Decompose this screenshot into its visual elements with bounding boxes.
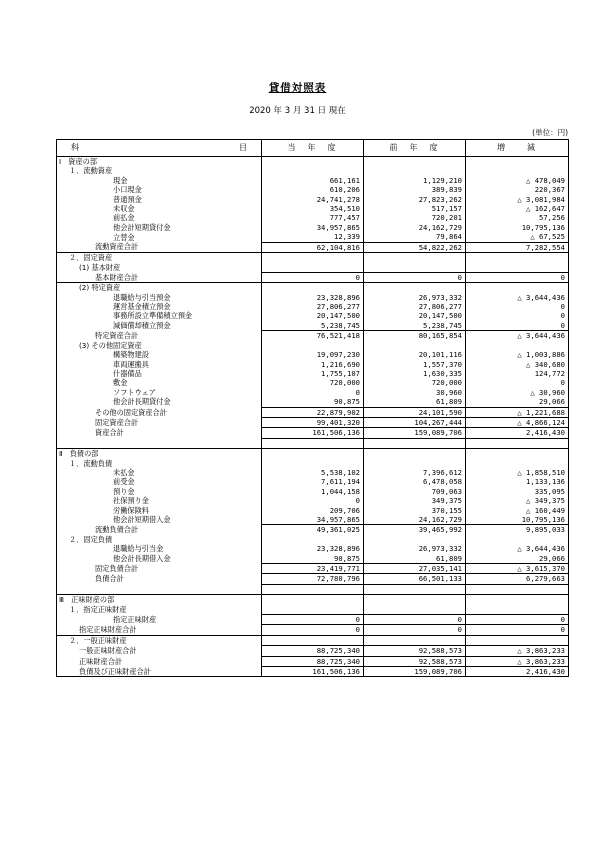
previous-year-value xyxy=(364,166,466,175)
change-value xyxy=(466,635,569,645)
current-year-value: 88,725,340 xyxy=(262,656,364,666)
current-year-value: 0 xyxy=(262,625,364,635)
balance-sheet-body xyxy=(57,157,569,677)
previous-year-value xyxy=(364,449,466,459)
change-value xyxy=(466,283,569,293)
table-row xyxy=(57,595,569,605)
table-row xyxy=(57,605,569,615)
change-value xyxy=(466,341,569,350)
change-value xyxy=(466,262,569,272)
table-row xyxy=(57,388,569,397)
row-label: 指定正味財産合計 xyxy=(57,625,262,635)
change-value: △ 3,615,370 xyxy=(466,564,569,574)
table-row xyxy=(57,157,569,167)
table-row xyxy=(57,321,569,331)
table-row xyxy=(57,615,569,625)
row-label: 減価償却積立預金 xyxy=(57,321,262,331)
table-row xyxy=(57,564,569,574)
table-row xyxy=(57,656,569,666)
row-label: その他の固定資産合計 xyxy=(57,407,262,417)
change-value: △ 67,525 xyxy=(466,232,569,242)
row-label: 負債及び正味財産合計 xyxy=(57,667,262,677)
table-row xyxy=(57,506,569,515)
change-value: 1,133,136 xyxy=(466,477,569,486)
previous-year-value: 27,035,141 xyxy=(364,564,466,574)
table-row xyxy=(57,477,569,486)
change-value: 124,772 xyxy=(466,369,569,378)
previous-year-value xyxy=(364,584,466,594)
current-year-value: 5,538,102 xyxy=(262,468,364,477)
previous-year-value: 66,501,133 xyxy=(364,574,466,584)
row-label: ２．一般正味財産 xyxy=(57,635,262,645)
change-value: 220,367 xyxy=(466,185,569,194)
current-year-value xyxy=(262,157,364,167)
previous-year-value: 5,238,745 xyxy=(364,321,466,331)
table-row xyxy=(57,272,569,282)
change-value: 10,795,136 xyxy=(466,223,569,232)
current-year-value: 0 xyxy=(262,272,364,282)
table-row xyxy=(57,487,569,496)
current-year-value: 90,875 xyxy=(262,554,364,564)
row-label: Ⅲ 正味財産の部 xyxy=(57,595,262,605)
row-label: 指定正味財産 xyxy=(57,615,262,625)
change-value: △ 3,644,436 xyxy=(466,544,569,553)
previous-year-value: 80,165,854 xyxy=(364,331,466,341)
header-subject xyxy=(57,140,262,157)
previous-year-value: 24,162,729 xyxy=(364,223,466,232)
current-year-value: 1,755,107 xyxy=(262,369,364,378)
previous-year-value: 0 xyxy=(364,615,466,625)
previous-year-value: 26,973,332 xyxy=(364,293,466,302)
row-label: 一般正味財産合計 xyxy=(57,646,262,656)
table-row xyxy=(57,262,569,272)
table-row xyxy=(57,204,569,213)
table-row xyxy=(57,397,569,407)
unit-label: (単位：円) xyxy=(532,128,568,137)
table-row xyxy=(57,667,569,677)
row-label: 他会計短期借入金 xyxy=(57,515,262,525)
previous-year-value xyxy=(364,283,466,293)
current-year-value: 161,506,136 xyxy=(262,667,364,677)
change-value: △ 1,858,510 xyxy=(466,468,569,477)
header-current-year: 当 年 度 xyxy=(262,140,364,157)
previous-year-value: 1,129,210 xyxy=(364,176,466,185)
previous-year-value: 24,162,729 xyxy=(364,515,466,525)
previous-year-value: 0 xyxy=(364,625,466,635)
current-year-value xyxy=(262,584,364,594)
row-label: ソフトウェア xyxy=(57,388,262,397)
change-value: △ 340,680 xyxy=(466,360,569,369)
table-row xyxy=(57,302,569,311)
document-title: 貸借対照表 xyxy=(268,82,327,94)
row-label: 流動資産合計 xyxy=(57,242,262,252)
current-year-value: 62,104,816 xyxy=(262,242,364,252)
change-value xyxy=(466,535,569,544)
current-year-value: 23,419,771 xyxy=(262,564,364,574)
current-year-value: 20,147,500 xyxy=(262,311,364,320)
row-label: 運営基金積立預金 xyxy=(57,302,262,311)
table-row xyxy=(57,350,569,359)
previous-year-value: 61,809 xyxy=(364,397,466,407)
row-label: 他会計長期貸付金 xyxy=(57,397,262,407)
current-year-value xyxy=(262,449,364,459)
header-subject-b: 目 xyxy=(239,143,247,153)
change-value: 29,066 xyxy=(466,397,569,407)
table-row xyxy=(57,417,569,427)
change-value: 0 xyxy=(466,625,569,635)
current-year-value xyxy=(262,438,364,448)
change-value: △ 3,863,233 xyxy=(466,646,569,656)
balance-sheet-table xyxy=(56,139,569,677)
table-row xyxy=(57,253,569,263)
current-year-value xyxy=(262,262,364,272)
current-year-value: 27,806,277 xyxy=(262,302,364,311)
previous-year-value: 517,157 xyxy=(364,204,466,213)
previous-year-value: 92,588,573 xyxy=(364,656,466,666)
table-row xyxy=(57,185,569,194)
table-row xyxy=(57,213,569,222)
row-label: Ⅱ 負債の部 xyxy=(57,449,262,459)
current-year-value: 354,510 xyxy=(262,204,364,213)
change-value: △ 3,644,436 xyxy=(466,293,569,302)
current-year-value: 777,457 xyxy=(262,213,364,222)
current-year-value: 99,401,320 xyxy=(262,417,364,427)
row-label: (1) 基本財産 xyxy=(57,262,262,272)
row-label: 小口現金 xyxy=(57,185,262,194)
table-row xyxy=(57,369,569,378)
current-year-value: 49,361,025 xyxy=(262,525,364,535)
previous-year-value: 1,630,335 xyxy=(364,369,466,378)
row-label: ２．固定資産 xyxy=(57,253,262,263)
table-row xyxy=(57,311,569,320)
row-label: 前払金 xyxy=(57,213,262,222)
change-value: 335,095 xyxy=(466,487,569,496)
row-label: １．流動資産 xyxy=(57,166,262,175)
row-label: 預り金 xyxy=(57,487,262,496)
previous-year-value: 0 xyxy=(364,272,466,282)
row-label: 負債合計 xyxy=(57,574,262,584)
previous-year-value: 720,000 xyxy=(364,378,466,387)
current-year-value: 22,879,902 xyxy=(262,407,364,417)
table-row xyxy=(57,496,569,505)
table-row xyxy=(57,176,569,185)
previous-year-value xyxy=(364,341,466,350)
change-value xyxy=(466,584,569,594)
change-value: 0 xyxy=(466,272,569,282)
current-year-value xyxy=(262,253,364,263)
row-label: １．指定正味財産 xyxy=(57,605,262,615)
current-year-value: 23,328,896 xyxy=(262,293,364,302)
header-previous-year: 前 年 度 xyxy=(364,140,466,157)
table-row xyxy=(57,166,569,175)
header-change: 増 減 xyxy=(466,140,569,157)
previous-year-value: 6,478,058 xyxy=(364,477,466,486)
change-value xyxy=(466,459,569,468)
current-year-value xyxy=(262,283,364,293)
previous-year-value: 79,864 xyxy=(364,232,466,242)
row-label: 社保預り金 xyxy=(57,496,262,505)
current-year-value: 88,725,340 xyxy=(262,646,364,656)
previous-year-value: 349,375 xyxy=(364,496,466,505)
table-row xyxy=(57,223,569,232)
table-row xyxy=(57,438,569,448)
table-row xyxy=(57,574,569,584)
row-label: 退職給与引当預金 xyxy=(57,293,262,302)
current-year-value: 610,206 xyxy=(262,185,364,194)
table-row xyxy=(57,428,569,438)
table-row xyxy=(57,535,569,544)
row-label: 敷金 xyxy=(57,378,262,387)
table-row xyxy=(57,407,569,417)
change-value xyxy=(466,595,569,605)
current-year-value: 24,741,278 xyxy=(262,195,364,204)
row-label: 前受金 xyxy=(57,477,262,486)
change-value xyxy=(466,605,569,615)
table-header-row xyxy=(57,140,569,157)
current-year-value: 72,780,796 xyxy=(262,574,364,584)
current-year-value xyxy=(262,595,364,605)
table-row xyxy=(57,449,569,459)
change-value: 0 xyxy=(466,311,569,320)
current-year-value: 0 xyxy=(262,496,364,505)
change-value: △ 3,644,436 xyxy=(466,331,569,341)
previous-year-value xyxy=(364,595,466,605)
table-row xyxy=(57,341,569,350)
row-label: 立替金 xyxy=(57,232,262,242)
previous-year-value: 7,396,612 xyxy=(364,468,466,477)
current-year-value xyxy=(262,166,364,175)
change-value: △ 162,647 xyxy=(466,204,569,213)
change-value: △ 30,960 xyxy=(466,388,569,397)
row-label: 正味財産合計 xyxy=(57,656,262,666)
previous-year-value xyxy=(364,605,466,615)
table-row xyxy=(57,360,569,369)
table-row xyxy=(57,378,569,387)
change-value: 2,416,430 xyxy=(466,667,569,677)
current-year-value: 1,216,690 xyxy=(262,360,364,369)
row-label: 車両運搬具 xyxy=(57,360,262,369)
current-year-value xyxy=(262,341,364,350)
table-row xyxy=(57,293,569,302)
change-value: △ 3,081,984 xyxy=(466,195,569,204)
current-year-value: 34,957,865 xyxy=(262,515,364,525)
current-year-value: 90,875 xyxy=(262,397,364,407)
table-row xyxy=(57,544,569,553)
previous-year-value xyxy=(364,459,466,468)
row-label: 労働保険料 xyxy=(57,506,262,515)
row-label: 基本財産合計 xyxy=(57,272,262,282)
change-value: △ 4,866,124 xyxy=(466,417,569,427)
row-label: Ⅰ 資産の部 xyxy=(57,157,262,167)
table-row xyxy=(57,554,569,564)
current-year-value: 720,000 xyxy=(262,378,364,387)
previous-year-value: 20,101,116 xyxy=(364,350,466,359)
change-value: 0 xyxy=(466,615,569,625)
previous-year-value: 370,155 xyxy=(364,506,466,515)
as-of-date: 2020 年 3 月 31 日 現在 xyxy=(249,106,346,116)
table-row xyxy=(57,468,569,477)
current-year-value: 661,161 xyxy=(262,176,364,185)
table-row xyxy=(57,232,569,242)
change-value: △ 349,375 xyxy=(466,496,569,505)
change-value: △ 1,221,688 xyxy=(466,407,569,417)
previous-year-value: 92,588,573 xyxy=(364,646,466,656)
row-label xyxy=(57,438,262,448)
header-subject-a: 科 xyxy=(71,143,79,153)
row-label: 退職給与引当金 xyxy=(57,544,262,553)
previous-year-value: 30,960 xyxy=(364,388,466,397)
previous-year-value: 26,973,332 xyxy=(364,544,466,553)
current-year-value xyxy=(262,535,364,544)
row-label: 現金 xyxy=(57,176,262,185)
previous-year-value xyxy=(364,253,466,263)
row-label: 構築物建設 xyxy=(57,350,262,359)
change-value: 57,256 xyxy=(466,213,569,222)
change-value: △ 160,449 xyxy=(466,506,569,515)
previous-year-value xyxy=(364,157,466,167)
row-label: 流動負債合計 xyxy=(57,525,262,535)
previous-year-value: 20,147,500 xyxy=(364,311,466,320)
previous-year-value: 159,089,706 xyxy=(364,667,466,677)
change-value xyxy=(466,166,569,175)
change-value xyxy=(466,157,569,167)
row-label: 什器備品 xyxy=(57,369,262,378)
change-value: 29,066 xyxy=(466,554,569,564)
previous-year-value: 27,823,262 xyxy=(364,195,466,204)
row-label: 資産合計 xyxy=(57,428,262,438)
table-row xyxy=(57,635,569,645)
previous-year-value: 54,822,262 xyxy=(364,242,466,252)
current-year-value: 209,706 xyxy=(262,506,364,515)
change-value: 9,895,033 xyxy=(466,525,569,535)
row-label: 固定資産合計 xyxy=(57,417,262,427)
change-value: 7,282,554 xyxy=(466,242,569,252)
current-year-value: 34,957,865 xyxy=(262,223,364,232)
table-row xyxy=(57,459,569,468)
row-label: 特定資産合計 xyxy=(57,331,262,341)
row-label xyxy=(57,584,262,594)
table-row xyxy=(57,625,569,635)
current-year-value xyxy=(262,635,364,645)
change-value xyxy=(466,253,569,263)
previous-year-value: 159,089,706 xyxy=(364,428,466,438)
table-row xyxy=(57,283,569,293)
table-row xyxy=(57,331,569,341)
change-value: △ 1,003,886 xyxy=(466,350,569,359)
row-label: 普通預金 xyxy=(57,195,262,204)
previous-year-value: 104,267,444 xyxy=(364,417,466,427)
current-year-value: 23,328,896 xyxy=(262,544,364,553)
table-row xyxy=(57,195,569,204)
previous-year-value: 1,557,370 xyxy=(364,360,466,369)
previous-year-value xyxy=(364,438,466,448)
previous-year-value: 61,809 xyxy=(364,554,466,564)
change-value: △ 478,049 xyxy=(466,176,569,185)
current-year-value: 12,339 xyxy=(262,232,364,242)
change-value: 0 xyxy=(466,321,569,331)
previous-year-value: 720,201 xyxy=(364,213,466,222)
current-year-value: 1,044,158 xyxy=(262,487,364,496)
previous-year-value xyxy=(364,635,466,645)
row-label: １．流動負債 xyxy=(57,459,262,468)
row-label: 事務所設立準備積立預金 xyxy=(57,311,262,320)
change-value xyxy=(466,449,569,459)
previous-year-value: 389,839 xyxy=(364,185,466,194)
table-row xyxy=(57,515,569,525)
row-label: 固定負債合計 xyxy=(57,564,262,574)
previous-year-value xyxy=(364,535,466,544)
row-label: 未払金 xyxy=(57,468,262,477)
current-year-value: 0 xyxy=(262,615,364,625)
previous-year-value xyxy=(364,262,466,272)
current-year-value: 5,238,745 xyxy=(262,321,364,331)
table-row xyxy=(57,525,569,535)
row-label: (3) その他固定資産 xyxy=(57,341,262,350)
change-value: 0 xyxy=(466,378,569,387)
row-label: ２．固定負債 xyxy=(57,535,262,544)
previous-year-value: 24,101,590 xyxy=(364,407,466,417)
current-year-value: 7,611,194 xyxy=(262,477,364,486)
previous-year-value: 27,806,277 xyxy=(364,302,466,311)
current-year-value: 0 xyxy=(262,388,364,397)
row-label: 他会計長期借入金 xyxy=(57,554,262,564)
row-label: 他会計短期貸付金 xyxy=(57,223,262,232)
table-row xyxy=(57,242,569,252)
current-year-value xyxy=(262,459,364,468)
change-value: 0 xyxy=(466,302,569,311)
table-row xyxy=(57,646,569,656)
change-value: 2,416,430 xyxy=(466,428,569,438)
current-year-value: 19,097,230 xyxy=(262,350,364,359)
change-value: △ 3,863,233 xyxy=(466,656,569,666)
previous-year-value: 39,465,992 xyxy=(364,525,466,535)
current-year-value xyxy=(262,605,364,615)
table-row xyxy=(57,584,569,594)
previous-year-value: 709,063 xyxy=(364,487,466,496)
current-year-value: 76,521,418 xyxy=(262,331,364,341)
change-value: 6,279,663 xyxy=(466,574,569,584)
current-year-value: 161,506,136 xyxy=(262,428,364,438)
row-label: 未収金 xyxy=(57,204,262,213)
change-value xyxy=(466,438,569,448)
row-label: (2) 特定資産 xyxy=(57,283,262,293)
change-value: 10,795,136 xyxy=(466,515,569,525)
